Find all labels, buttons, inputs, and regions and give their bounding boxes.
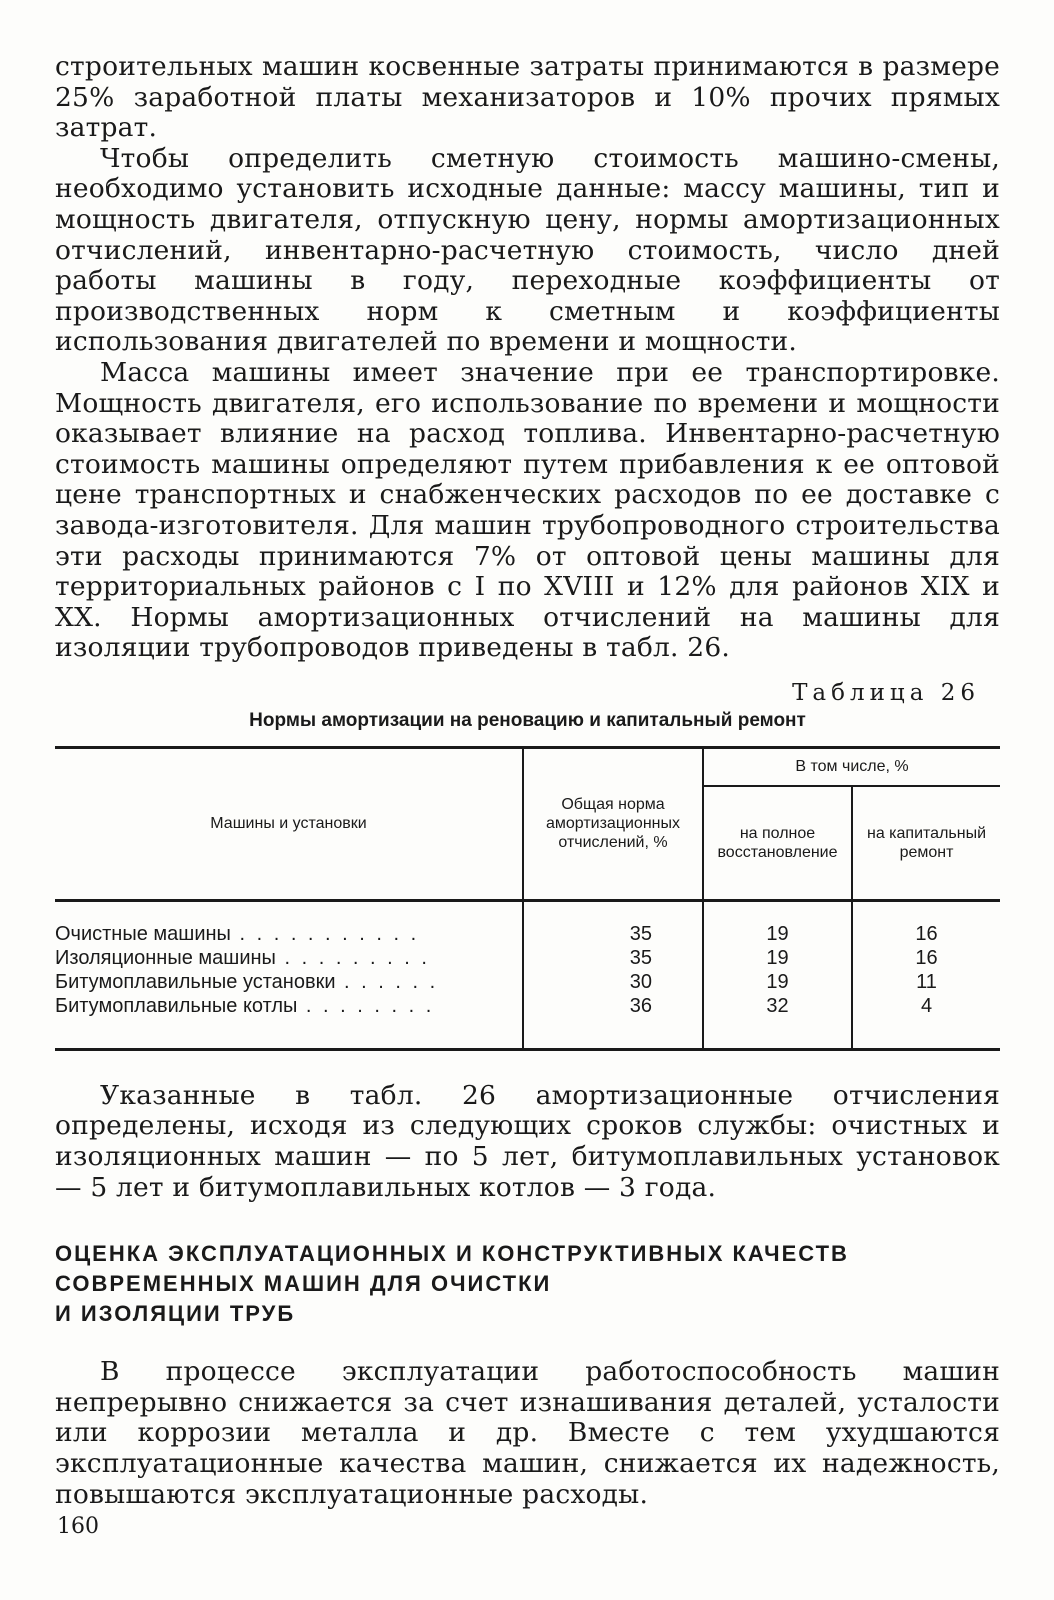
page-content [55,52,1000,1510]
cell-renovation: 32 [703,994,852,1050]
section-heading-line: И ИЗОЛЯЦИИ ТРУБ [55,1301,296,1327]
depreciation-table [55,746,1000,1051]
cell-renovation: 19 [703,900,852,946]
table-caption: Таблица 26 [792,679,980,706]
cell-repair: 16 [852,900,1000,946]
paragraph-continuation: строительных машин косвенные затраты принимаются в размере 25% заработной платы механизаторов и 10% прочих прямых затрат. [55,51,1000,144]
section-heading [55,1239,1000,1329]
row-name: Очистные машины [55,922,231,945]
header-renovation: на полное восстановление [703,786,852,901]
table-row: Битумоплавильные котлы . . . . . . . . 36 32 4 [55,994,1000,1050]
paragraph-machine-mass: Масса машины имеет значение при ее транспортировке. Мощность двигателя, его использование по времени и мощности оказывает влияние на расход топлива. Инвентарно-расчетную стоимость машины определяют путем прибавления к ее оптовой цене транспортных и снабженческих расходов по ее доставке с завода-изготовителя. Для машин трубопроводного строительства эти расходы принимаются 7% от оптовой цены машины для территориальных районов с I по XVIII и 12% для районов XIX и XX. Нормы амортизационных отчислений на машины для изоляции трубопроводов приведены в табл. 26. [55,356,1000,664]
paragraph-initial-data: Чтобы определить сметную стоимость машино-смены, необходимо установить исходные данные: массу машины, тип и мощность двигателя, отпускную цену, нормы амортизационных отчислений, инвентарно-расчетную стоимость, число дней работы машины в году, переходные коэффициенты от производственных норм к сметным и коэффициенты использования двигателей по времени и мощности. [55,142,1000,358]
table-row: Очистные машины . . . . . . . . . . . 35 19 16 [55,900,1000,946]
cell-repair: 4 [852,994,1000,1050]
table-row: Изоляционные машины . . . . . . . . . 35 19 16 [55,946,1000,970]
section-heading-line: ОЦЕНКА ЭКСПЛУАТАЦИОННЫХ И КОНСТРУКТИВНЫХ КАЧЕСТВ [55,1241,849,1267]
cell-renovation: 19 [703,970,852,994]
page-number: 160 [57,1514,99,1539]
table-title: Нормы амортизации на реновацию и капитальный ремонт [249,709,806,731]
cell-repair: 11 [852,970,1000,994]
cell-total: 35 [523,900,703,946]
header-total-norm: Общая норма амортизационных отчислений, % [523,747,703,900]
cell-repair: 16 [852,946,1000,970]
section-heading-line: СОВРЕМЕННЫХ МАШИН ДЛЯ ОЧИСТКИ [55,1271,552,1297]
cell-total: 36 [523,994,703,1050]
cell-total: 35 [523,946,703,970]
paragraph-operation: В процессе эксплуатации работоспособность машин непрерывно снижается за счет изнашивания деталей, усталости или коррозии металла и др. Вместе с тем ухудшаются эксплуатационные качества машин, снижается их надежность, повышаются эксплуатационные расходы. [55,1356,1000,1510]
row-name: Битумоплавильные установки [55,970,336,993]
row-name: Битумоплавильные котлы [55,994,298,1017]
header-machines: Машины и установки [55,747,523,900]
header-capital-repair: на капитальный ремонт [852,786,1000,901]
table-row: Битумоплавильные установки . . . . . . 30 19 11 [55,970,1000,994]
paragraph-service-life: Указанные в табл. 26 амортизационные отчисления определены, исходя из следующих сроков службы: очистных и изоляционных машин — по 5 лет, битумоплавильных установок — 5 лет и битумоплавильных котлов — 3 года. [55,1079,1000,1203]
row-name: Изоляционные машины [55,946,276,969]
header-including: В том числе, % [703,747,1000,786]
cell-renovation: 19 [703,946,852,970]
cell-total: 30 [523,970,703,994]
